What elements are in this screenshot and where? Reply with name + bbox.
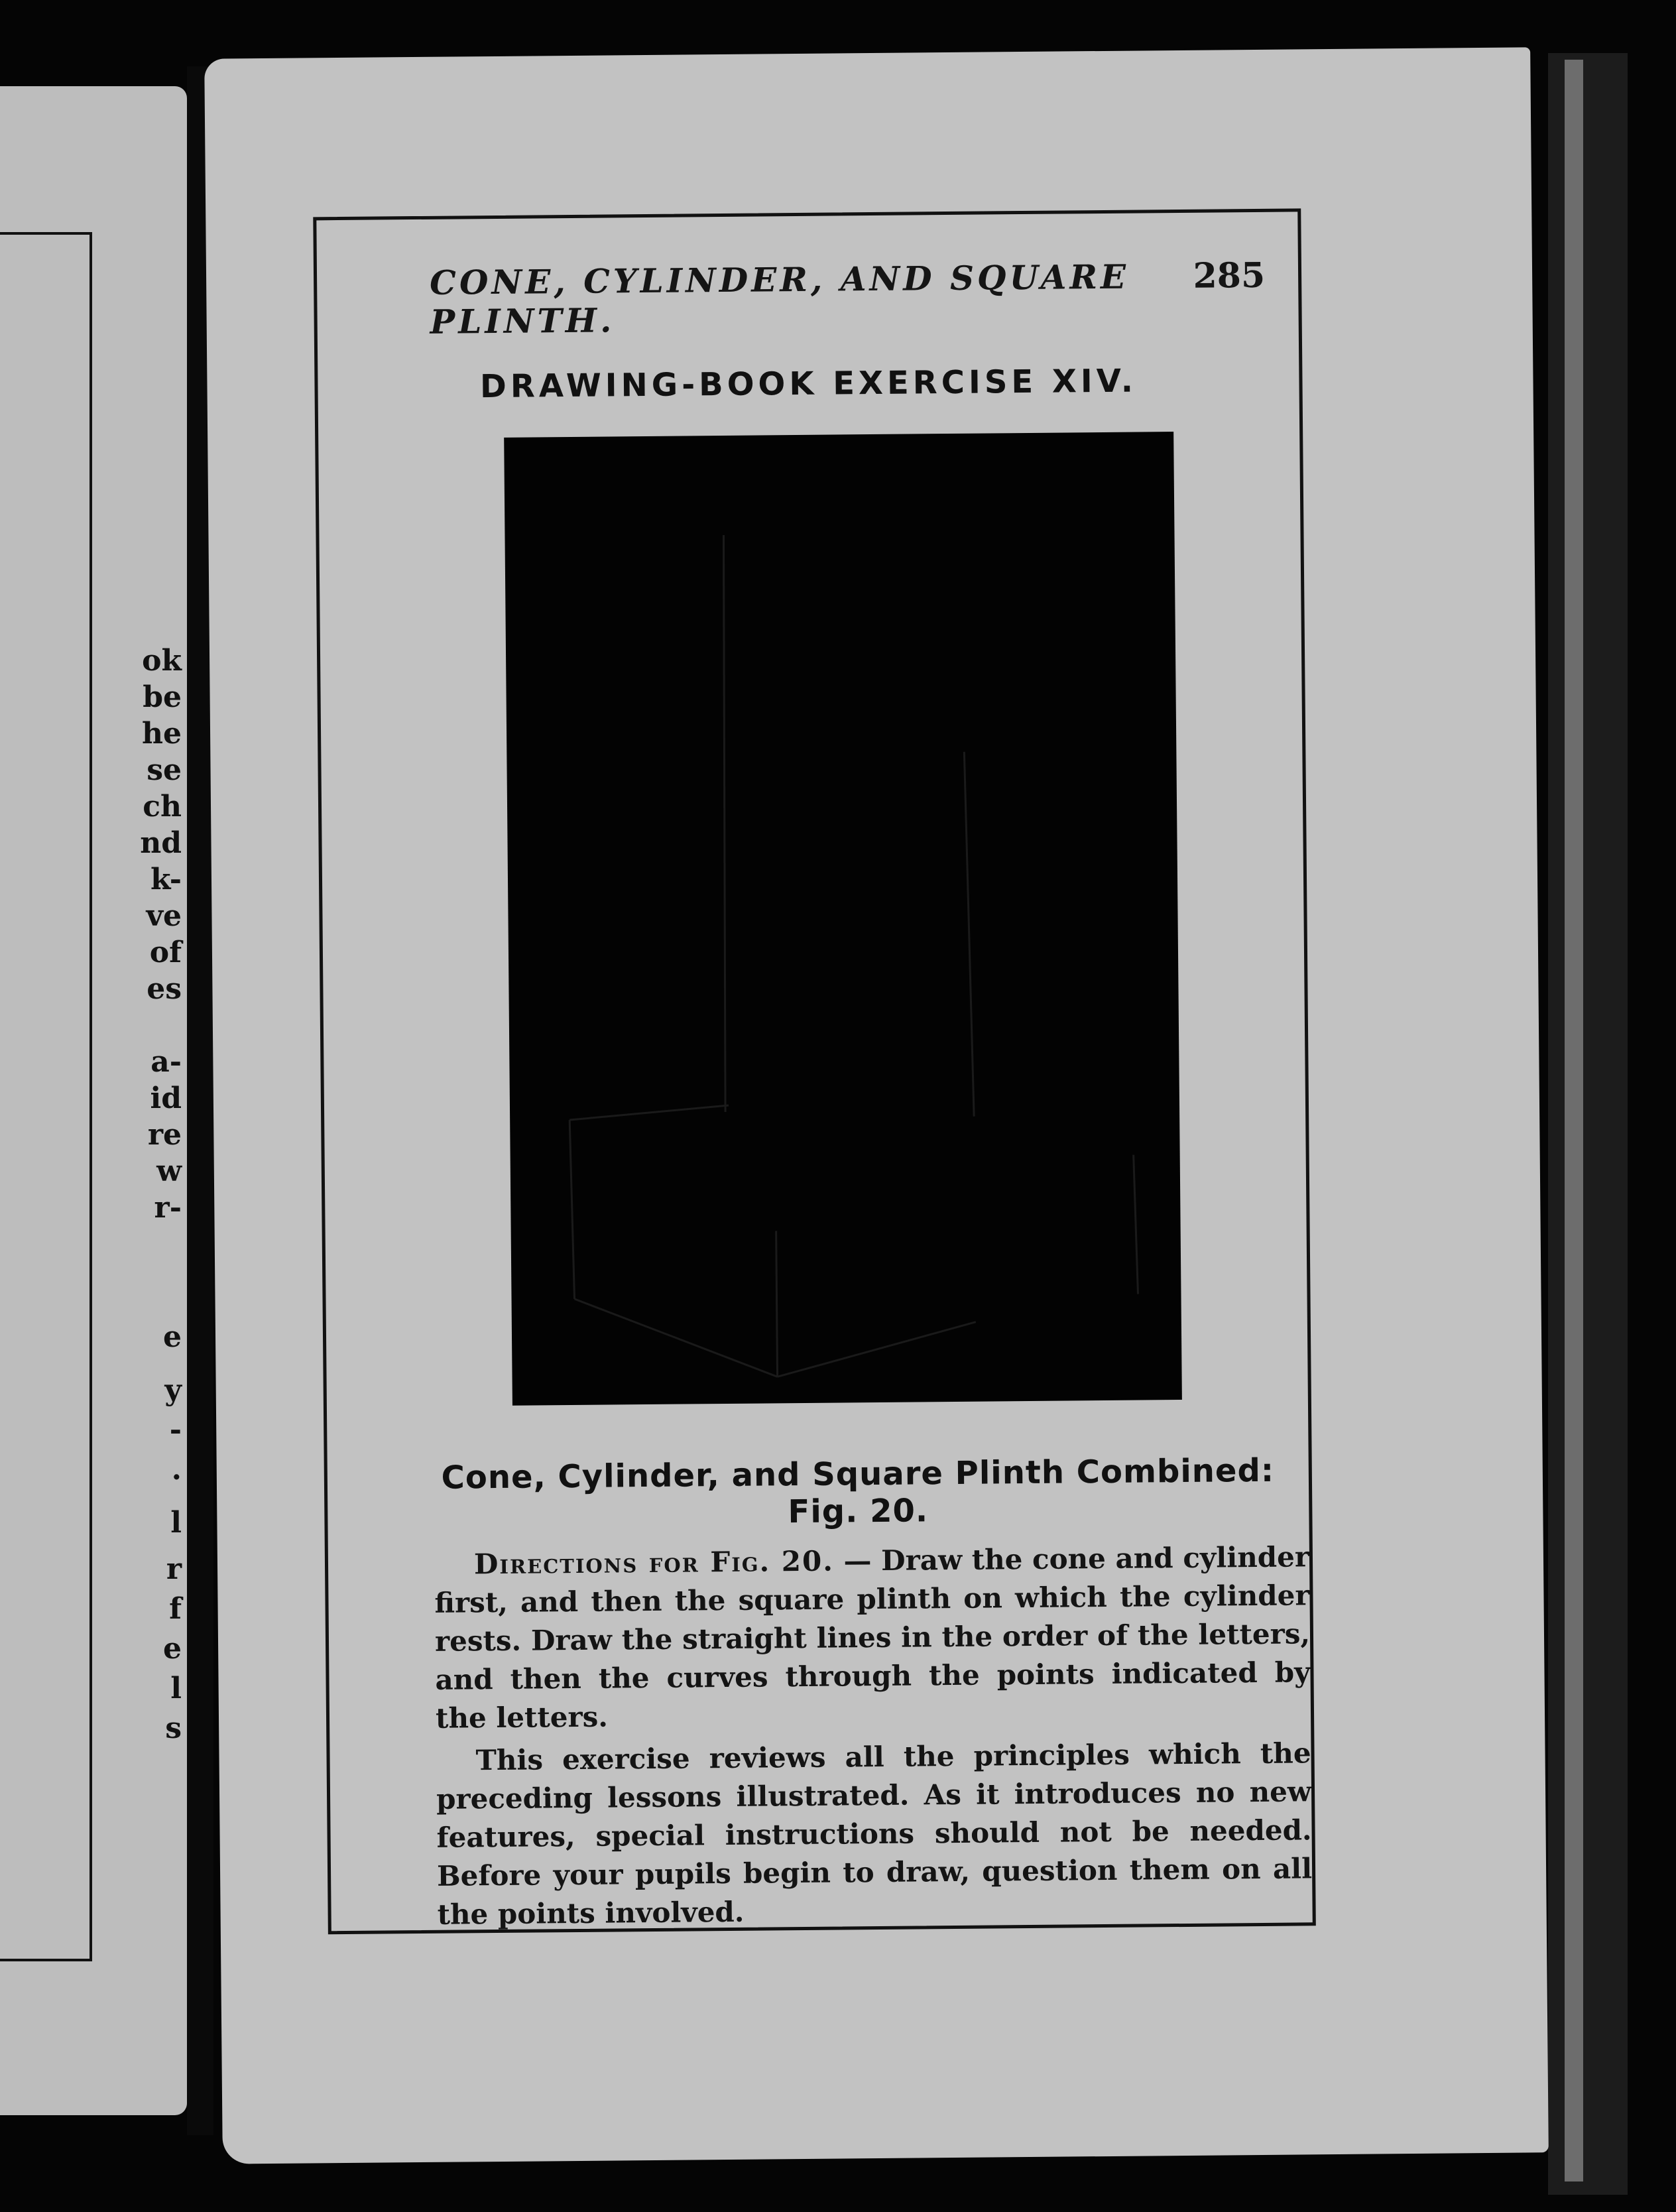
left-text-fragment: l [170,1506,182,1540]
left-text-fragment: re [147,1118,182,1152]
left-text-fragment: es [147,972,182,1006]
figure-cylinder-left-edge [720,535,729,1112]
left-text-fragment: a- [150,1045,182,1079]
left-facing-page [0,86,187,2115]
figure-plinth-left-edge [569,1120,574,1299]
left-text-fragment: l [170,1672,182,1705]
left-text-fragment: r- [154,1191,182,1225]
directions-text: — Draw the cone and cylinder first, and then the square plinth on which the cylinder rests. Draw the straight lines in the order of the letters, and then the curves through the points indicated by the letters. [434,1540,1311,1735]
figure-image [504,432,1182,1406]
figure-caption: Cone, Cylinder, and Square Plinth Combined: Fig. 20. [441,1451,1275,1531]
left-text-fragment: . [171,1453,182,1487]
left-text-fragment: of [149,936,182,969]
left-text-fragment: nd [140,826,182,860]
directions-paragraph [434,1538,1311,1738]
left-text-fragment: he [142,717,182,751]
figure-plinth-right-edge [1134,1155,1138,1294]
review-paragraph: This exercise reviews all the principles which the preceding lessons illustrated. As it introduces no new features, special instructions should not be needed. Before your pupils begin to draw, question them on all the points involved. [436,1737,1313,1931]
book-edge [1548,53,1628,2195]
running-head-title: CONE, CYLINDER, AND SQUARE PLINTH. [429,257,1130,341]
figure-drawing [504,432,1182,1406]
body-text [434,1538,1313,1934]
left-text-fragment: k- [150,863,182,896]
left-text-fragment: se [147,753,182,787]
left-text-fragment: ve [146,899,182,933]
left-page-frame [0,232,92,1961]
exercise-title: DRAWING-BOOK EXERCISE XIV. [479,362,1138,406]
left-text-fragment: id [150,1081,182,1115]
figure-cylinder-right-edge [964,752,974,1117]
left-text-fragment: ch [143,790,182,824]
figure-plinth-bottom-right [777,1322,977,1377]
left-text-fragment: - [169,1413,182,1447]
left-text-fragment: e [163,1632,182,1666]
left-text-fragment: ok [142,644,182,678]
left-text-fragment: s [165,1711,182,1745]
figure-plinth-top-edge [569,1105,729,1120]
left-text-fragment: y [164,1373,182,1407]
running-head [430,255,1266,341]
book-page [204,47,1549,2164]
left-text-fragment: r [166,1552,182,1586]
book-edge-highlight [1565,60,1583,2181]
left-text-fragment: e [163,1320,182,1354]
left-text-fragment: be [143,680,182,714]
page-number: 285 [1193,255,1266,296]
figure-plinth-front-edge [776,1231,778,1377]
directions-lead: Directions for Fig. 20. [473,1544,835,1581]
left-text-fragment: w [156,1154,182,1188]
left-text-fragment: f [169,1592,182,1626]
figure-plinth-bottom-left [575,1297,778,1379]
page-frame [313,208,1316,1934]
